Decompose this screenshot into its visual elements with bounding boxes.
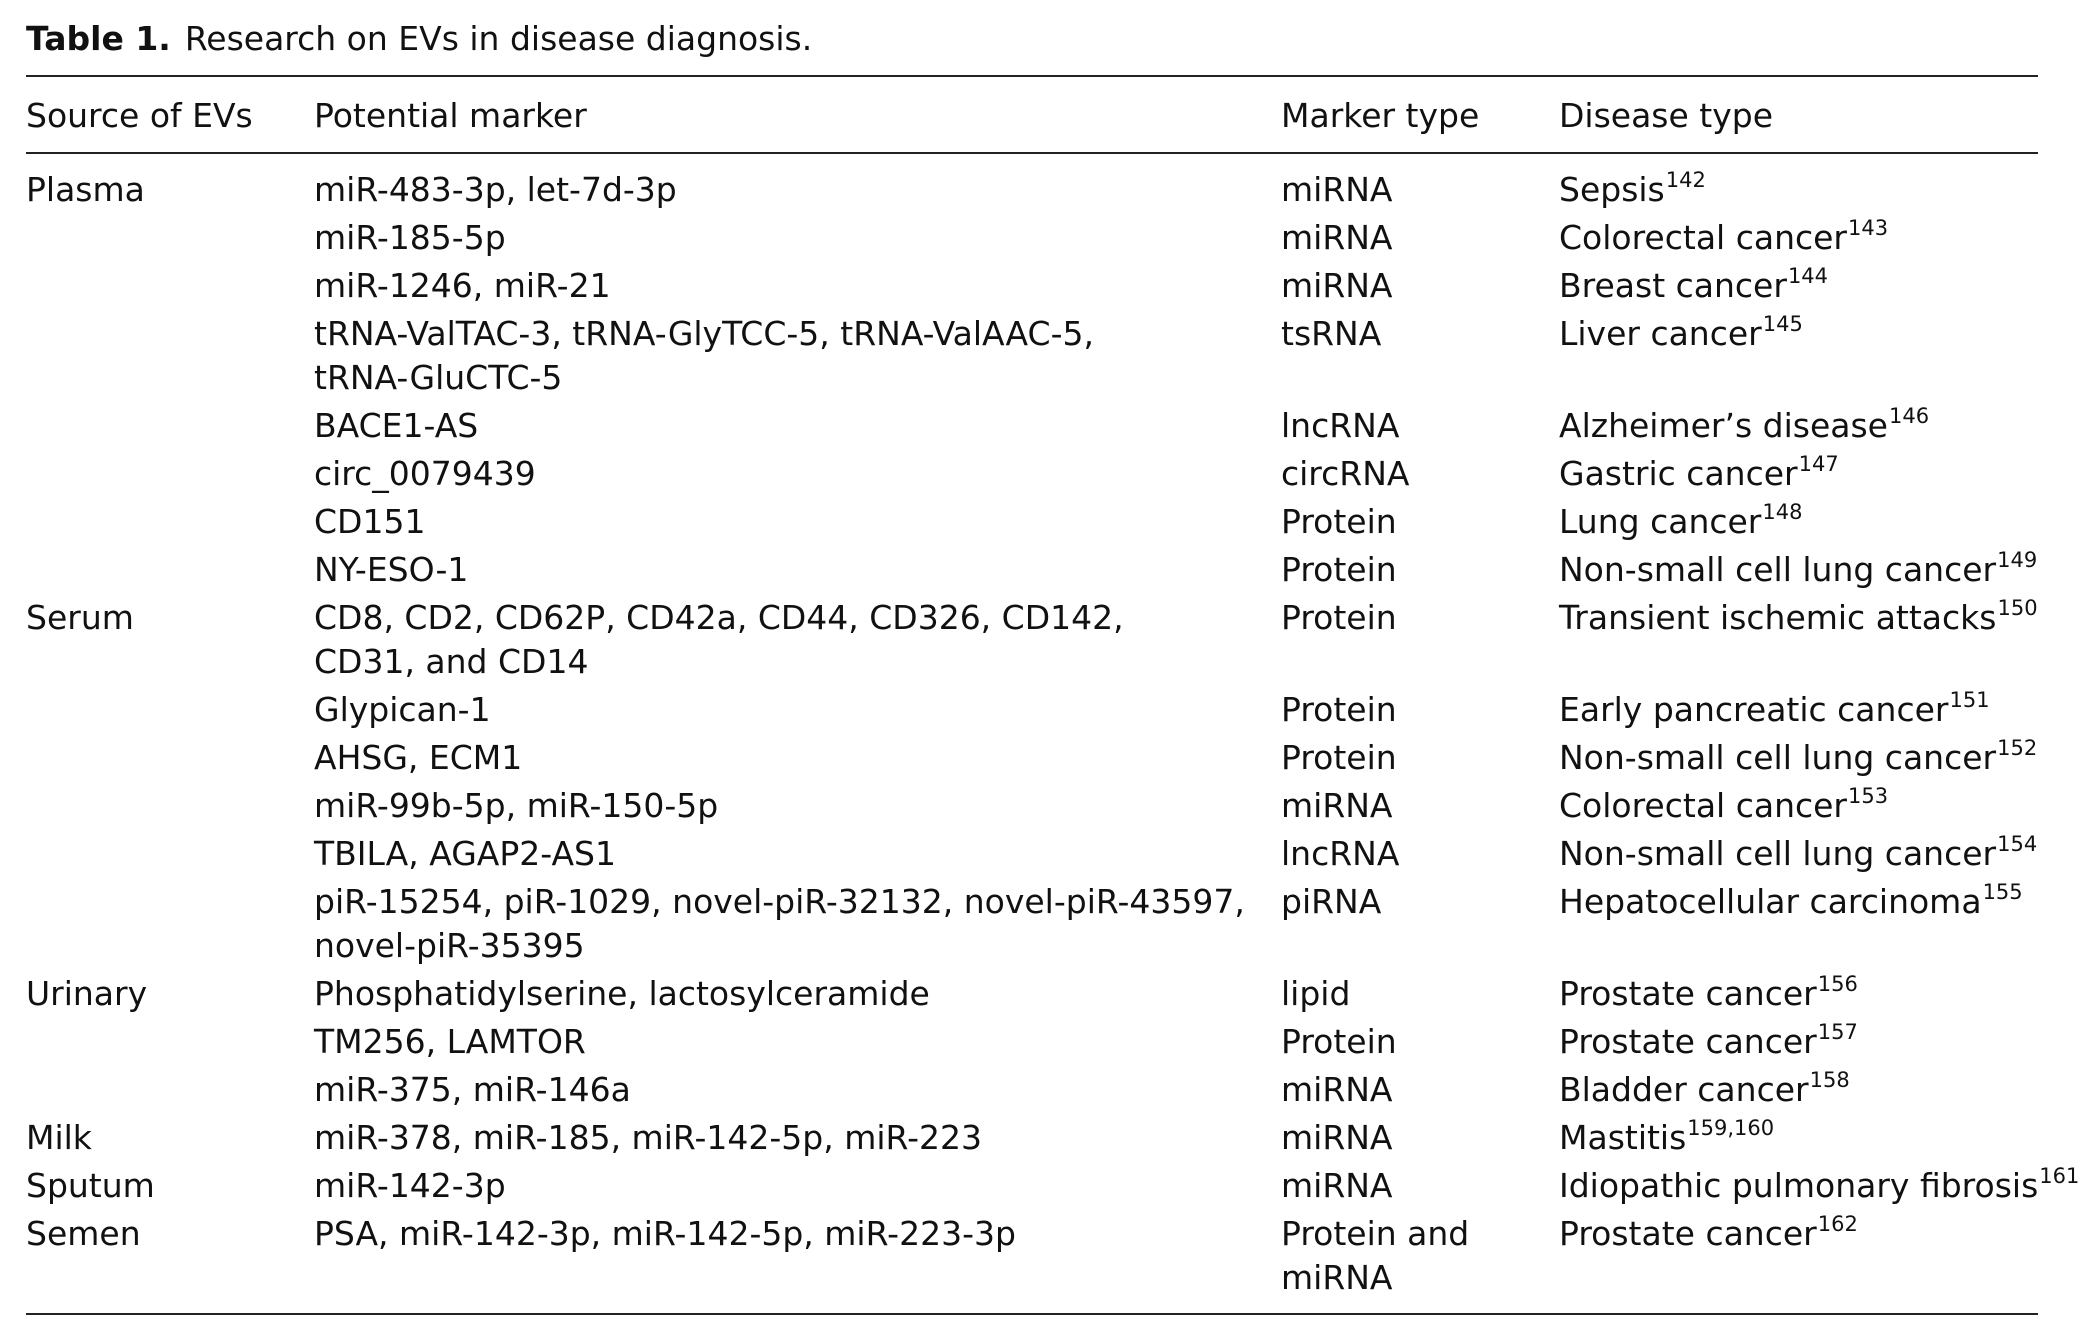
disease-name: Prostate cancer [1559,1022,1817,1061]
reference-number: 154 [1997,832,2038,856]
disease-name: Non-small cell lung cancer [1559,550,1997,589]
cell-marker-type [1281,548,1397,592]
cell-disease [1559,312,1803,360]
reference-number: 147 [1798,452,1839,476]
cell-marker-line: miR-99b-5p, miR-150-5p [314,786,719,825]
reference-number: 145 [1762,312,1803,336]
header-marker: Potential marker [314,96,587,135]
reference-number: 143 [1848,216,1889,240]
cell-disease [1559,168,1706,216]
reference-number: 153 [1848,784,1889,808]
cell-marker [314,548,468,592]
cell-marker-line: miR-1246, miR-21 [314,266,611,305]
cell-marker-line: miR-378, miR-185, miR-142-5p, miR-223 [314,1118,982,1157]
cell-source: Plasma [26,170,145,209]
cell-marker-type-line: Protein [1281,738,1397,777]
disease-name: Lung cancer [1559,502,1762,541]
cell-marker-type [1281,1164,1393,1208]
cell-marker [314,688,491,732]
reference-number: 162 [1817,1212,1858,1236]
cell-marker-type-line: miRNA [1281,1070,1393,1109]
disease-name: Gastric cancer [1559,454,1798,493]
cell-marker-type-line: miRNA [1281,1166,1393,1205]
reference-number: 150 [1997,596,2038,620]
header-disease: Disease type [1559,96,1774,135]
cell-marker-line: PSA, miR-142-3p, miR-142-5p, miR-223-3p [314,1214,1016,1253]
cell-marker-line: miR-375, miR-146a [314,1070,631,1109]
disease-name: Breast cancer [1559,266,1787,305]
cell-marker-line: circ_0079439 [314,454,536,493]
cell-marker [314,452,536,496]
cell-marker-line: Phosphatidylserine, lactosylceramide [314,974,930,1013]
cell-marker [314,832,616,876]
disease-name: Mastitis [1559,1118,1687,1157]
cell-marker-line: TM256, LAMTOR [314,1022,586,1061]
cell-source: Urinary [26,974,148,1013]
cell-disease [1559,264,1828,312]
cell-marker-type-line: Protein [1281,1022,1397,1061]
cell-marker-type [1281,784,1393,828]
cell-disease [1559,1116,1774,1164]
cell-marker-line: TBILA, AGAP2-AS1 [314,834,616,873]
cell-marker [314,1164,506,1208]
cell-disease [1559,452,1839,500]
cell-source: Sputum [26,1166,155,1205]
reference-number: 149 [1997,548,2038,572]
cell-marker-type [1281,688,1397,732]
disease-name: Idiopathic pulmonary fibrosis [1559,1166,2039,1205]
cell-marker [314,264,611,308]
cell-marker-type-line: miRNA [1281,1118,1393,1157]
disease-name: Sepsis [1559,170,1665,209]
cell-marker [314,216,506,260]
table-caption [26,14,812,64]
cell-marker-type [1281,1020,1397,1064]
cell-marker [314,784,718,828]
disease-name: Transient ischemic attacks [1559,598,1997,637]
cell-marker [314,168,677,212]
cell-marker-type-line: lipid [1281,974,1351,1013]
cell-marker-type [1281,500,1397,544]
reference-number: 146 [1888,404,1930,428]
cell-marker-line: CD151 [314,502,426,541]
reference-number: 152 [1997,736,2038,760]
cell-marker-line: CD31, and CD14 [314,642,589,681]
cell-marker-type [1281,1212,1469,1300]
bottom-rule [26,1313,2038,1315]
cell-marker-type-line: Protein [1281,598,1397,637]
reference-number: 151 [1949,688,1990,712]
cell-marker [314,404,478,448]
cell-marker-type [1281,1116,1393,1160]
cell-source: Semen [26,1214,141,1253]
reference-number: 158 [1809,1068,1850,1092]
disease-name: Prostate cancer [1559,1214,1817,1253]
cell-marker-type [1281,168,1393,212]
reference-number: 155 [1982,880,2023,904]
reference-number: 142 [1665,168,1706,192]
cell-marker [314,1068,631,1112]
disease-name: Non-small cell lung cancer [1559,834,1997,873]
cell-marker-type [1281,264,1393,308]
cell-marker-type-line: lncRNA [1281,834,1400,873]
disease-name: Colorectal cancer [1559,786,1847,825]
cell-marker-line: tRNA-GluCTC-5 [314,358,563,397]
cell-marker-type-line: piRNA [1281,882,1382,921]
cell-disease [1559,832,2037,880]
cell-marker [314,312,1094,400]
cell-disease [1559,500,1802,548]
cell-marker-type-line: Protein [1281,690,1397,729]
cell-marker [314,880,1245,968]
cell-marker [314,1116,982,1160]
cell-marker-type [1281,1068,1393,1112]
disease-name: Hepatocellular carcinoma [1559,882,1982,921]
cell-marker-type-line: miRNA [1281,170,1393,209]
cell-disease [1559,1164,2079,1212]
cell-marker-type [1281,452,1410,496]
cell-disease [1559,784,1888,832]
cell-marker-type-line: circRNA [1281,454,1410,493]
cell-marker [314,972,930,1016]
header-rule [26,152,2038,154]
cell-marker-type [1281,404,1399,448]
cell-disease [1559,880,2023,928]
caption-title: Research on EVs in disease diagnosis. [184,19,813,58]
cell-marker [314,500,425,544]
cell-disease [1559,688,1990,736]
cell-marker-type-line: lncRNA [1281,406,1400,445]
cell-disease [1559,404,1929,452]
cell-disease [1559,216,1888,264]
cell-marker-line: NY-ESO-1 [314,550,469,589]
cell-marker [314,596,1124,684]
cell-marker-type [1281,880,1381,924]
cell-marker-type [1281,832,1399,876]
reference-number: 148 [1762,500,1803,524]
disease-name: Alzheimer’s disease [1559,406,1888,445]
cell-marker-line: miR-483-3p, let-7d-3p [314,170,677,209]
disease-name: Liver cancer [1559,314,1762,353]
reference-number: 144 [1787,264,1829,288]
cell-marker-line: AHSG, ECM1 [314,738,523,777]
cell-disease [1559,596,2038,644]
cell-marker-line: miR-142-3p [314,1166,506,1205]
cell-disease [1559,1020,1858,1068]
cell-marker [314,1020,586,1064]
cell-source: Milk [26,1118,92,1157]
reference-number: 161 [2039,1164,2079,1188]
cell-marker-type [1281,312,1381,356]
cell-marker-type [1281,596,1397,640]
cell-disease [1559,972,1858,1020]
disease-name: Prostate cancer [1559,974,1817,1013]
cell-disease [1559,1068,1850,1116]
cell-marker-line: Glypican-1 [314,690,491,729]
cell-disease [1559,548,2037,596]
cell-marker [314,736,522,780]
cell-source: Serum [26,598,134,637]
cell-marker-type-line: miRNA [1281,266,1393,305]
reference-number: 157 [1817,1020,1858,1044]
cell-marker-type-line: miRNA [1281,1258,1393,1297]
reference-number: 159,160 [1687,1116,1775,1140]
cell-marker-type-line: Protein and [1281,1214,1470,1253]
cell-marker-line: BACE1-AS [314,406,479,445]
cell-marker-type [1281,972,1350,1016]
disease-name: Non-small cell lung cancer [1559,738,1997,777]
top-rule [26,75,2038,77]
reference-number: 156 [1817,972,1858,996]
cell-disease [1559,736,2037,784]
cell-marker [314,1212,1016,1256]
cell-marker-type-line: miRNA [1281,218,1393,257]
disease-name: Bladder cancer [1559,1070,1809,1109]
caption-label: Table 1. [26,19,171,58]
cell-marker-type-line: miRNA [1281,786,1393,825]
cell-marker-type-line: tsRNA [1281,314,1382,353]
disease-name: Early pancreatic cancer [1559,690,1949,729]
cell-marker-type-line: Protein [1281,550,1397,589]
cell-marker-line: piR-15254, piR-1029, novel-piR-32132, novel-piR-43597, [314,882,1245,921]
header-marker-type: Marker type [1281,96,1480,135]
cell-marker-line: miR-185-5p [314,218,506,257]
cell-marker-line: CD8, CD2, CD62P, CD42a, CD44, CD326, CD142, [314,598,1124,637]
disease-name: Colorectal cancer [1559,218,1847,257]
cell-marker-line: tRNA-ValTAC-3, tRNA-GlyTCC-5, tRNA-ValAAC-5, [314,314,1094,353]
header-source: Source of EVs [26,96,253,135]
cell-marker-type [1281,736,1397,780]
cell-disease [1559,1212,1858,1260]
cell-marker-line: novel-piR-35395 [314,926,585,965]
cell-marker-type-line: Protein [1281,502,1397,541]
cell-marker-type [1281,216,1393,260]
